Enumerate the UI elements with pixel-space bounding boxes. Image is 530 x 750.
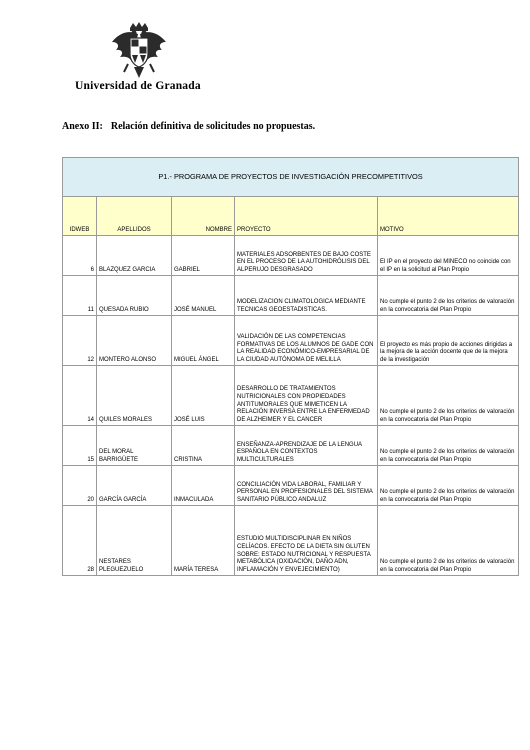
header-nombre: NOMBRE — [172, 197, 235, 236]
cell-proyecto: VALIDACIÓN DE LAS COMPETENCIAS FORMATIVAS DE LOS ALUMNOS DE GADE CON LA REALIDAD ECONÓMICO-EMPRESARIAL DE LA CIUDAD AUTÓNOMA DE MELILLA — [235, 316, 378, 366]
table-row — [63, 316, 519, 366]
cell-idweb: 28 — [63, 506, 97, 576]
annex-label: Anexo II: — [62, 121, 103, 132]
cell-proyecto: ESTUDIO MULTIDISCIPLINAR EN NIÑOS CELÍACOS. EFECTO DE LA DIETA SIN GLUTEN SOBRE: ESTADO NUTRICIONAL Y RESPUESTA METABÓLICA (OXIDACIÓN, DAÑO ADN, INFLAMACIÓN Y ENVEJECIMIENTO) — [235, 506, 378, 576]
cell-idweb: 20 — [63, 466, 97, 506]
header-idweb: IDWEB — [63, 197, 97, 236]
cell-apellidos: NESTARES PLEGUEZUELO — [97, 506, 172, 576]
cell-nombre: JOSÉ LUIS — [172, 366, 235, 426]
table-row — [63, 236, 519, 276]
annex-heading — [62, 121, 315, 132]
cell-apellidos: BLAZQUEZ GARCIA — [97, 236, 172, 276]
header-motivo: MOTIVO — [378, 197, 519, 236]
cell-proyecto: ENSEÑANZA-APRENDIZAJE DE LA LENGUA ESPAÑOLA EN CONTEXTOS MULTICULTURALES — [235, 426, 378, 466]
cell-nombre: CRISTINA — [172, 426, 235, 466]
cell-proyecto: DESARROLLO DE TRATAMIENTOS NUTRICIONALES CON PROPIEDADES ANTITUMORALES QUE MIMETICEN LA RELACIÓN INVERSA ENTRE LA ENFERMEDAD DE ALZHEIMER Y EL CANCER — [235, 366, 378, 426]
table-row — [63, 506, 519, 576]
cell-idweb: 11 — [63, 276, 97, 316]
cell-idweb: 14 — [63, 366, 97, 426]
table-row — [63, 426, 519, 466]
university-crest-icon — [108, 20, 170, 82]
cell-idweb: 15 — [63, 426, 97, 466]
cell-idweb: 12 — [63, 316, 97, 366]
program-title: P1.- PROGRAMA DE PROYECTOS DE INVESTIGACIÓN PRECOMPETITIVOS — [63, 158, 519, 197]
cell-proyecto: MODELIZACION CLIMATOLOGICA MEDIANTE TECNICAS GEOESTADISTICAS. — [235, 276, 378, 316]
cell-motivo: No cumple el punto 2 de los criterios de valoración en la convocatoria del Plan Propio — [378, 466, 519, 506]
cell-proyecto: MATERIALES ADSORBENTES DE BAJO COSTE EN EL PROCESO DE LA AUTOHIDRÓLISIS DEL ALPERUJO DESGRASADO — [235, 236, 378, 276]
cell-apellidos: DEL MORAL BARRIGÜETE — [97, 426, 172, 466]
cell-motivo: No cumple el punto 2 de los criterios de valoración en la convocatoria del Plan Propio — [378, 426, 519, 466]
header-apellidos: APELLIDOS — [97, 197, 172, 236]
table-row — [63, 366, 519, 426]
cell-apellidos: QUESADA RUBIO — [97, 276, 172, 316]
cell-nombre: MIGUEL ÁNGEL — [172, 316, 235, 366]
header-proyecto: PROYECTO — [235, 197, 378, 236]
table-header-row — [63, 197, 519, 236]
applications-table — [62, 157, 519, 576]
cell-motivo: No cumple el punto 2 de los criterios de valoración en la convocatoria del Plan Propio — [378, 506, 519, 576]
table-row — [63, 466, 519, 506]
cell-nombre: JOSÉ MANUEL — [172, 276, 235, 316]
cell-motivo: El proyecto es más propio de acciones dirigidas a la mejora de la acción docente que de la mejora de la investigación — [378, 316, 519, 366]
cell-nombre: GABRIEL — [172, 236, 235, 276]
cell-apellidos: QUILES MORALES — [97, 366, 172, 426]
cell-nombre: MARÍA TERESA — [172, 506, 235, 576]
cell-nombre: INMACULADA — [172, 466, 235, 506]
table-row — [63, 276, 519, 316]
cell-apellidos: MONTERO ALONSO — [97, 316, 172, 366]
cell-motivo: No cumple el punto 2 de los criterios de valoración en la convocatoria del Plan Propio — [378, 276, 519, 316]
university-name: Universidad de Granada — [75, 80, 201, 92]
cell-motivo: El IP en el proyecto del MINECO no coincide con el IP en la solicitud al Plan Propio — [378, 236, 519, 276]
cell-idweb: 6 — [63, 236, 97, 276]
annex-title: Relación definitiva de solicitudes no propuestas. — [110, 121, 316, 132]
table-title-row — [63, 158, 519, 197]
cell-apellidos: GARCÍA GARCÍA — [97, 466, 172, 506]
cell-proyecto: CONCILIACIÓN VIDA LABORAL, FAMILIAR Y PERSONAL EN PROFESIONALES DEL SISTEMA SANITARIO PÚBLICO ANDALUZ — [235, 466, 378, 506]
cell-motivo: No cumple el punto 2 de los criterios de valoración en la convocatoria del Plan Propio — [378, 366, 519, 426]
